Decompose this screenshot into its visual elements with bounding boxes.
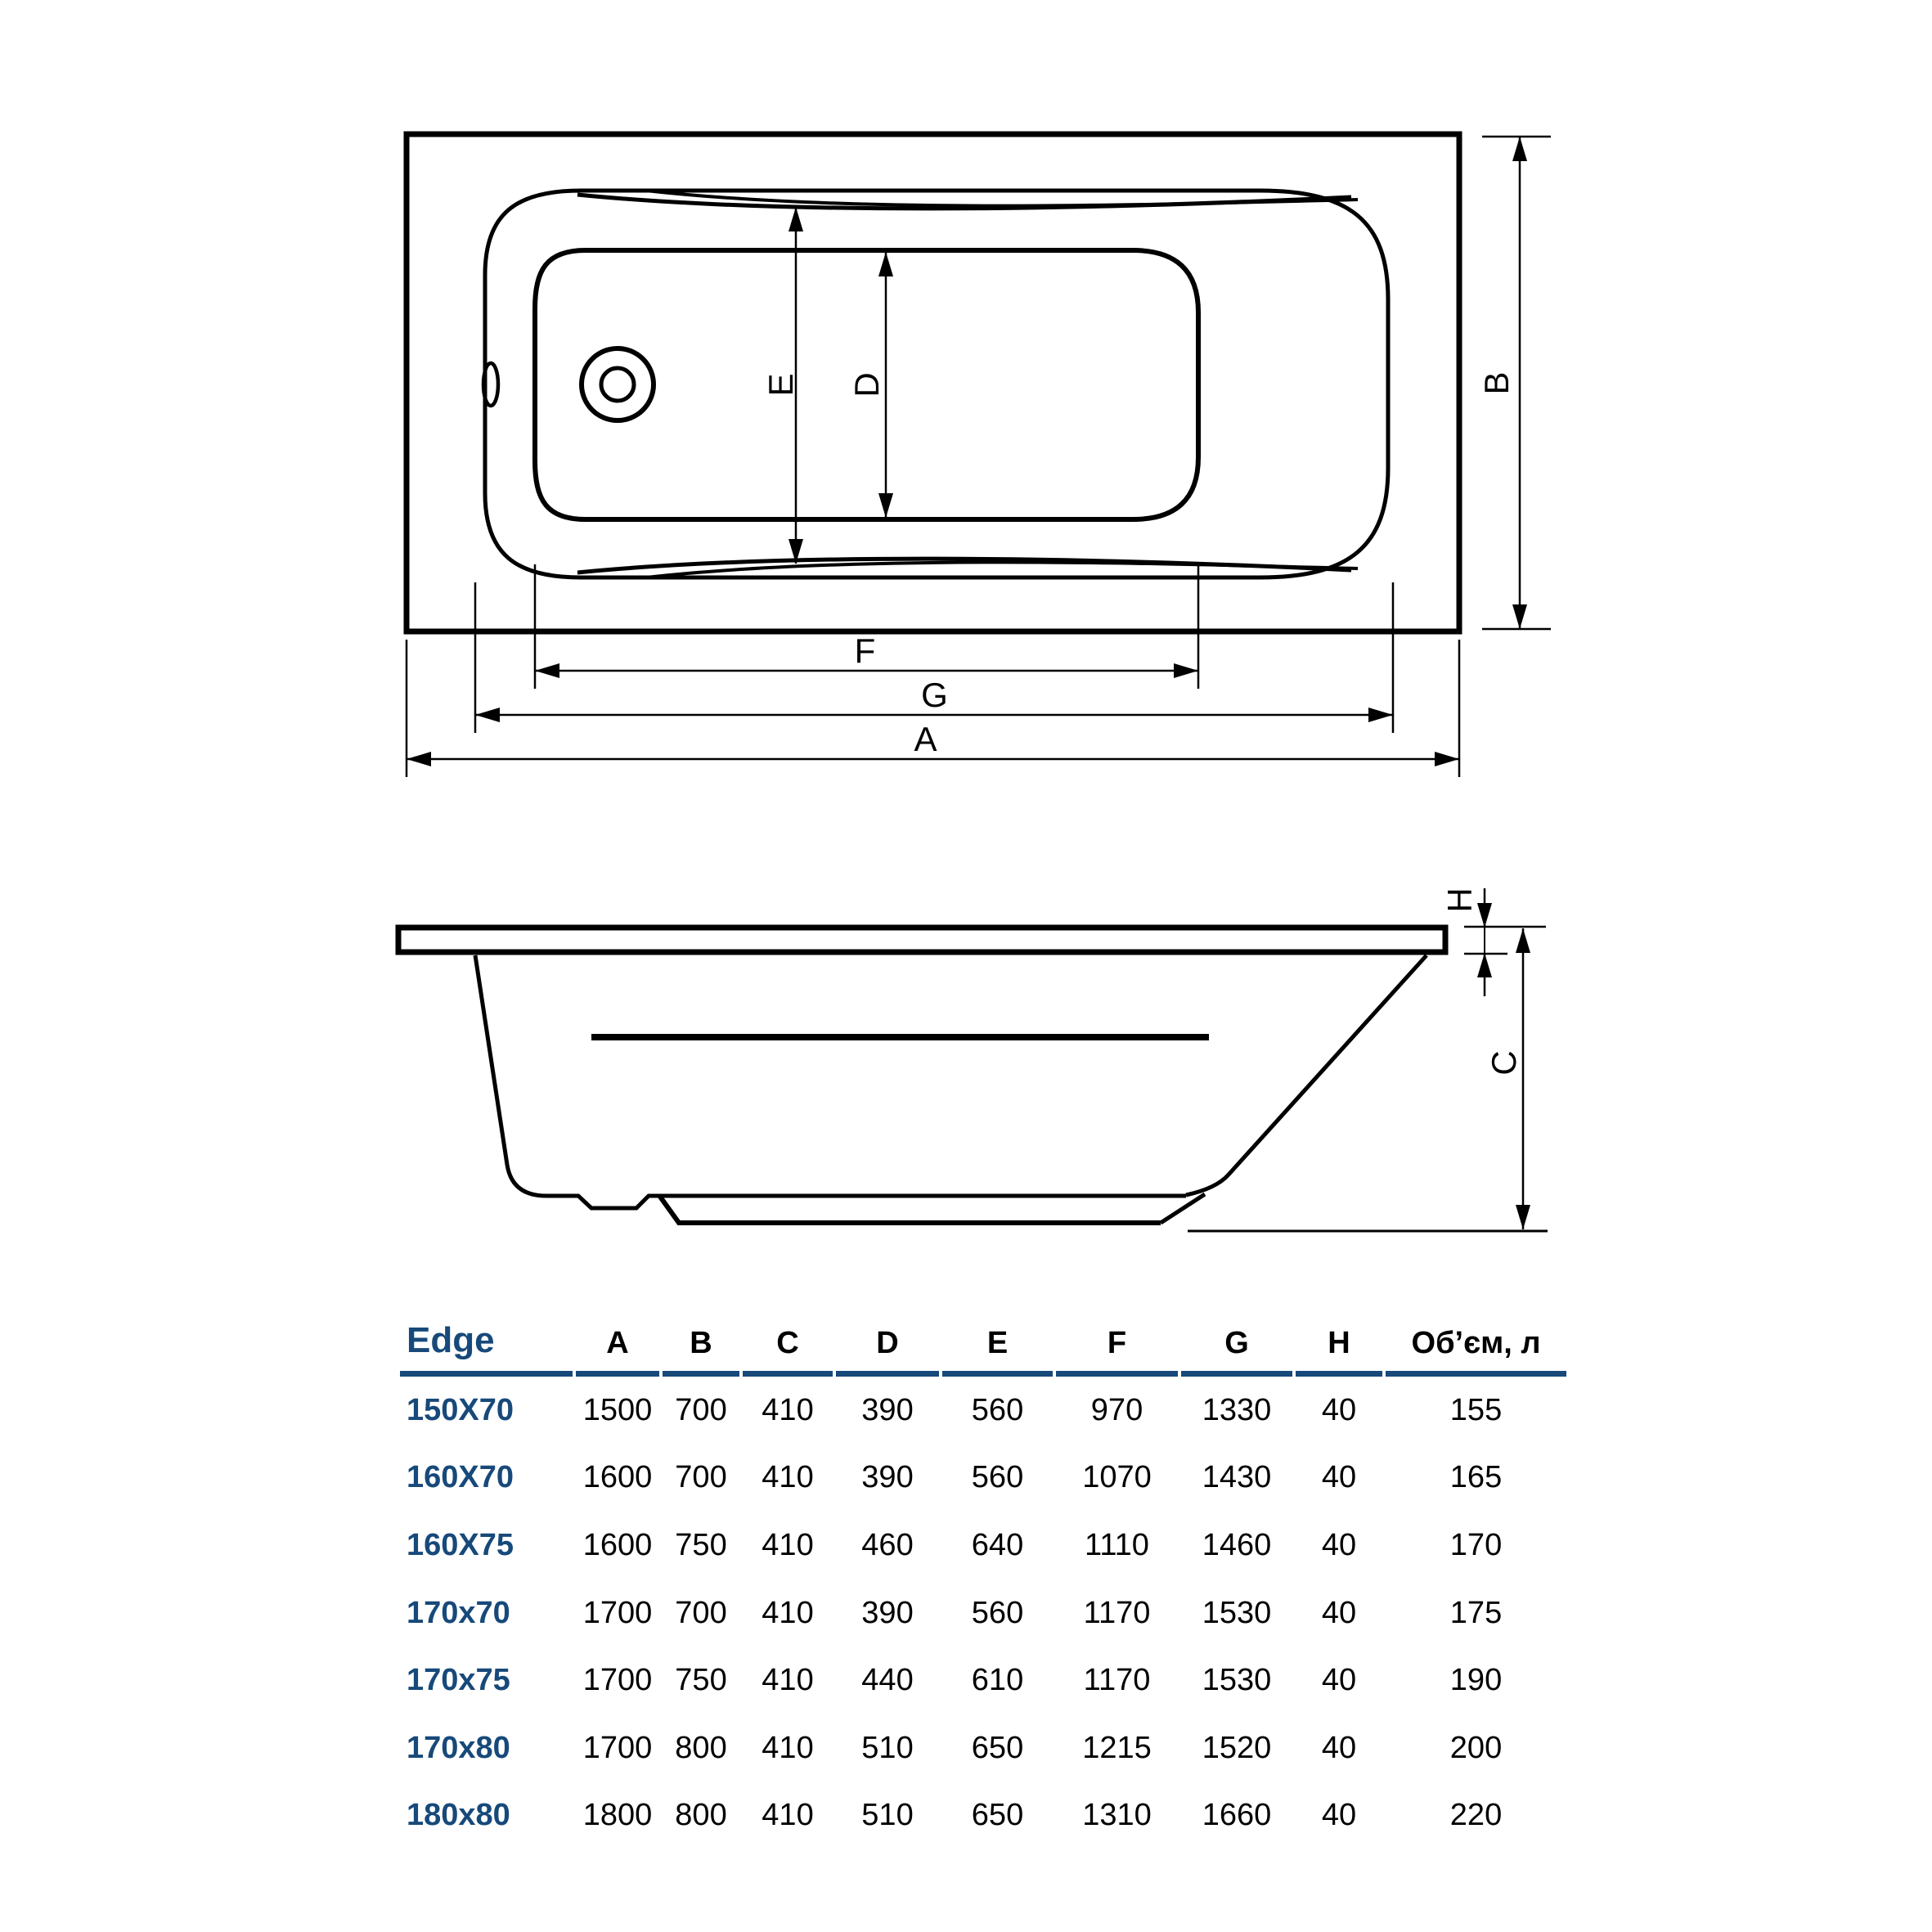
table-cell: 155 <box>1449 1392 1503 1427</box>
table-header-cell: F <box>1056 1314 1178 1377</box>
table-cell: 410 <box>762 1730 814 1765</box>
arrow-h-up-icon <box>1477 953 1492 977</box>
side-base-plate <box>660 1197 1161 1223</box>
table-header-cell: E <box>942 1314 1053 1377</box>
table-row <box>400 1647 1566 1714</box>
table-cell: 170 <box>1449 1527 1503 1562</box>
table-cell: 510 <box>861 1798 914 1833</box>
table-row <box>400 1445 1566 1512</box>
dim-label-e: E <box>762 372 800 397</box>
table-head <box>400 1314 1566 1377</box>
table-cell: 750 <box>675 1663 727 1698</box>
table-cell: 1660 <box>1202 1798 1272 1833</box>
table-cell: 1215 <box>1082 1730 1152 1765</box>
table-cell: 390 <box>861 1460 914 1495</box>
table-cell: 1530 <box>1202 1663 1272 1698</box>
table-cell: 40 <box>1321 1460 1357 1495</box>
table-cell: 460 <box>861 1527 914 1562</box>
table-cell: 1170 <box>1083 1595 1151 1630</box>
table-cell: 750 <box>675 1527 727 1562</box>
arrow-f-right-icon <box>1174 663 1198 678</box>
table-cell: 175 <box>1449 1595 1503 1630</box>
table-cell: 40 <box>1321 1730 1357 1765</box>
table-cell: 1800 <box>582 1798 653 1833</box>
table-header-row <box>400 1314 1566 1377</box>
table-cell: 1700 <box>582 1663 653 1698</box>
table-cell: 650 <box>971 1798 1024 1833</box>
side-right-wall <box>1186 955 1427 1195</box>
table-cell: 1600 <box>582 1527 653 1562</box>
rim-contour-bottom-2 <box>646 562 1358 577</box>
row-model-label: 180x80 <box>407 1798 510 1833</box>
table-header-cell: A <box>576 1314 659 1377</box>
side-base-plate-end <box>1161 1194 1205 1223</box>
table-cell: 510 <box>861 1730 914 1765</box>
table-cell: 1500 <box>582 1392 653 1427</box>
table-cell: 410 <box>762 1460 814 1495</box>
arrow-d-bottom-icon <box>878 493 893 518</box>
arrow-b-top-icon <box>1512 137 1527 161</box>
arrow-b-bottom-icon <box>1512 604 1527 629</box>
table-cell: 390 <box>861 1595 914 1630</box>
row-model-label: 160X75 <box>407 1527 514 1562</box>
dimensions-table <box>397 1314 1570 1849</box>
table-cell: 1310 <box>1082 1798 1152 1833</box>
table-cell: 650 <box>971 1730 1024 1765</box>
side-left-wall <box>475 955 546 1196</box>
arrow-c-bottom-icon <box>1516 1205 1530 1229</box>
table-row <box>400 1377 1566 1445</box>
table-cell: 610 <box>971 1663 1024 1698</box>
table-cell: 40 <box>1321 1527 1357 1562</box>
table-cell: 1520 <box>1202 1730 1272 1765</box>
table-cell: 190 <box>1449 1663 1503 1698</box>
row-model-label: 170x75 <box>407 1663 510 1698</box>
row-model-label: 150X70 <box>407 1392 514 1427</box>
table-cell: 700 <box>675 1392 727 1427</box>
table-body <box>400 1377 1566 1849</box>
dim-label-b: B <box>1477 371 1516 395</box>
table-cell: 410 <box>762 1663 814 1698</box>
table-cell: 200 <box>1449 1730 1503 1765</box>
side-bottom-edge <box>546 1196 1186 1208</box>
row-model-label: 160X70 <box>407 1460 514 1495</box>
table-cell: 560 <box>971 1392 1024 1427</box>
table-cell: 1460 <box>1202 1527 1272 1562</box>
drain-icon-inner <box>601 368 634 401</box>
table-cell: 40 <box>1321 1798 1357 1833</box>
table-header-cell: C <box>743 1314 833 1377</box>
row-model-label: 170x80 <box>407 1730 510 1765</box>
table-cell: 440 <box>861 1663 914 1698</box>
arrow-d-top-icon <box>878 252 893 276</box>
table-cell: 165 <box>1449 1460 1503 1495</box>
dim-label-g: G <box>921 676 949 714</box>
table-cell: 640 <box>971 1527 1024 1562</box>
table-cell: 560 <box>971 1595 1024 1630</box>
table-cell: 40 <box>1321 1392 1357 1427</box>
arrow-g-right-icon <box>1368 708 1393 722</box>
tub-top-view <box>407 134 1551 777</box>
table-header-cell: Об’єм, л <box>1386 1314 1566 1377</box>
table-cell: 1530 <box>1202 1595 1272 1630</box>
table-cell: 410 <box>762 1798 814 1833</box>
table-cell: 1330 <box>1202 1392 1272 1427</box>
table-cell: 800 <box>675 1730 727 1765</box>
table-row <box>400 1782 1566 1850</box>
table-cell: 410 <box>762 1392 814 1427</box>
table-header-cell: D <box>836 1314 939 1377</box>
table-cell: 1070 <box>1082 1460 1152 1495</box>
table-cell: 1700 <box>582 1730 653 1765</box>
table-header-cell: G <box>1181 1314 1292 1377</box>
dim-label-c: C <box>1485 1049 1523 1076</box>
table-cell: 40 <box>1321 1595 1357 1630</box>
arrow-e-top-icon <box>789 207 803 231</box>
arrow-a-left-icon <box>407 752 431 766</box>
table-cell: 970 <box>1090 1392 1143 1427</box>
dim-label-a: A <box>914 720 938 758</box>
arrow-a-right-icon <box>1435 752 1459 766</box>
table-row <box>400 1512 1566 1579</box>
table-cell: 410 <box>762 1595 814 1630</box>
table-cell: 1170 <box>1083 1663 1151 1698</box>
table-row <box>400 1579 1566 1647</box>
table-header-cell: B <box>663 1314 739 1377</box>
tub-side-view <box>398 888 1548 1231</box>
dim-label-h: H <box>1440 887 1479 913</box>
dim-label-d: D <box>847 371 886 398</box>
table-header-cell: H <box>1296 1314 1382 1377</box>
table-cell: 700 <box>675 1460 727 1495</box>
arrow-g-left-icon <box>475 708 500 722</box>
table-cell: 800 <box>675 1798 727 1833</box>
dim-label-f: F <box>854 631 877 670</box>
drain-icon <box>582 348 654 420</box>
table-header-series: Edge <box>400 1314 573 1377</box>
table-cell: 390 <box>861 1392 914 1427</box>
rim-contour-top-2 <box>646 191 1358 206</box>
table-cell: 1600 <box>582 1460 653 1495</box>
table-cell: 700 <box>675 1595 727 1630</box>
arrow-c-top-icon <box>1516 928 1530 953</box>
rim-slab <box>398 928 1445 952</box>
table-cell: 410 <box>762 1527 814 1562</box>
table-cell: 220 <box>1449 1798 1503 1833</box>
table-cell: 1700 <box>582 1595 653 1630</box>
row-model-label: 170x70 <box>407 1595 510 1630</box>
table-cell: 40 <box>1321 1663 1357 1698</box>
table-cell: 560 <box>971 1460 1024 1495</box>
table-cell: 1110 <box>1085 1527 1149 1562</box>
arrow-f-left-icon <box>535 663 559 678</box>
table-cell: 1430 <box>1202 1460 1272 1495</box>
table-row <box>400 1714 1566 1782</box>
